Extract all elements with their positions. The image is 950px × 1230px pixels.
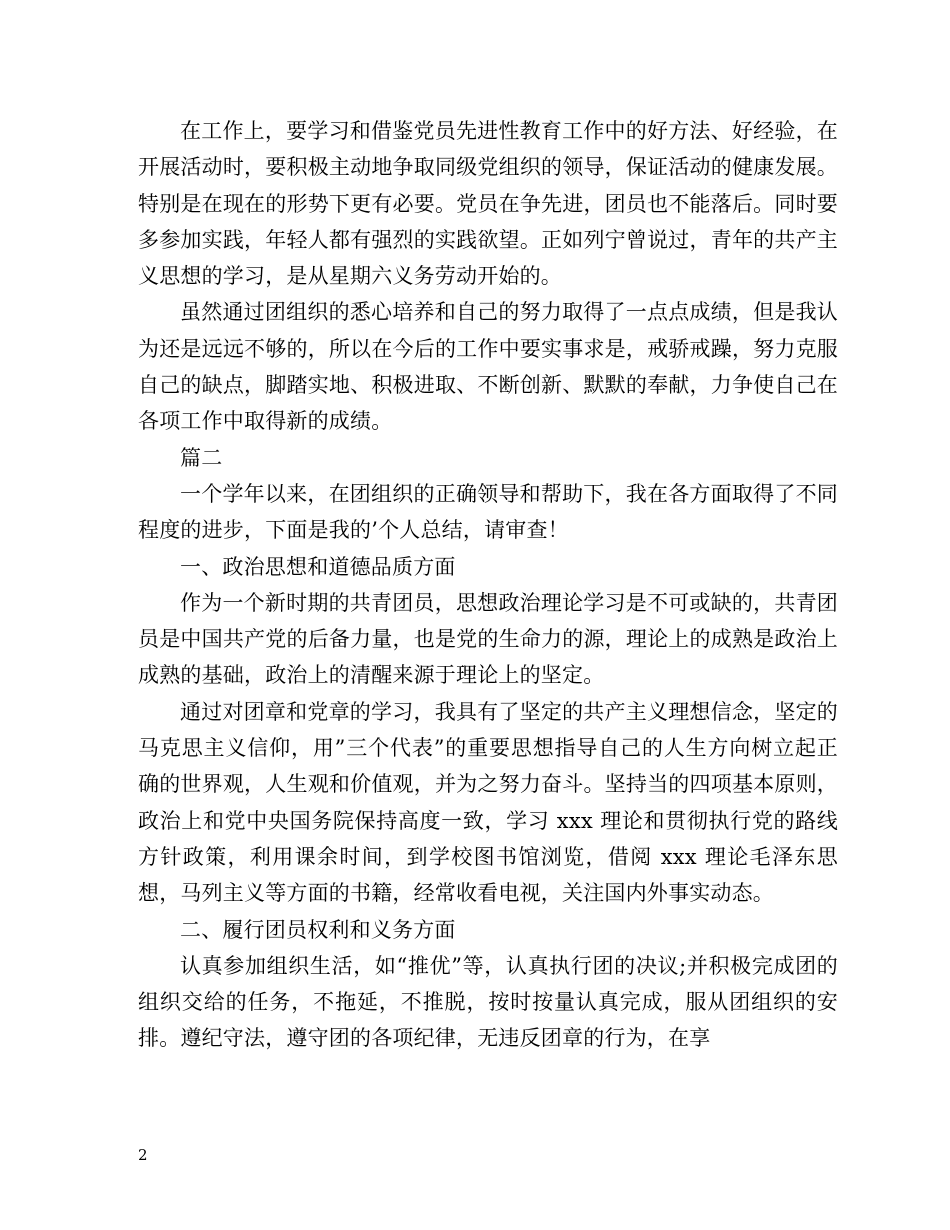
paragraph-party-charter-study: 通过对团章和党章的学习，我具有了坚定的共产主义理想信念，坚定的马克思主义信仰，用”三个代表”的重要思想指导自己的人生方向树立起正确的世界观，人生观和价值观，并为之努力奋斗。坚持当的四项基本原则，政治上和党中央国务院保持高度一致，学习 xxx 理论和贯彻执行党的路线方针政策，利用课余时间，到学校图书馆浏览，借阅 xxx 理论毛泽东思想，马列主义等方面的书籍，经常收看电视，关注国内外事实动态。: [138, 699, 838, 906]
paragraph-work-methods: 在工作上，要学习和借鉴党员先进性教育工作中的好方法、好经验，在开展活动时，要积极主动地争取同级党组织的领导，保证活动的健康发展。特别是在现在的形势下更有必要。党员在争先进，团员也不能落后。同时要多参加实践，年轻人都有强烈的实践欲望。正如列宁曾说过，青年的共产主义思想的学习，是从星期六义务劳动开始的。: [138, 119, 838, 289]
paragraph-organization-life: 认真参加组织生活，如“推优”等，认真执行团的决议;并积极完成团的组织交给的任务，不拖延，不推脱，按时按量认真完成，服从团组织的安排。遵纪守法，遵守团的各项纪律，无违反团章的行为，在享: [138, 953, 838, 1051]
paragraph-year-summary-intro: 一个学年以来，在团组织的正确领导和帮助下，我在各方面取得了不同程度的进步，下面是我的’个人总结，请审查！: [138, 481, 838, 543]
section-heading-part-two: 篇二: [180, 445, 223, 470]
paragraph-future-effort: 虽然通过团组织的悉心培养和自己的努力取得了一点点成绩，但是我认为还是远远不够的，所以在今后的工作中要实事求是，戒骄戒躁，努力克服自己的缺点，脚踏实地、积极进取、不断创新、默默的奉献，力争使自己在各项工作中取得新的成绩。: [138, 300, 838, 434]
heading-political-thought: 一、政治思想和道德品质方面: [180, 554, 456, 579]
paragraph-theory-study: 作为一个新时期的共青团员，思想政治理论学习是不可或缺的，共青团员是中国共产党的后备力量，也是党的生命力的源，理论上的成熟是政治上成熟的基础，政治上的清醒来源于理论上的坚定。: [138, 590, 838, 688]
heading-member-rights-duties: 二、履行团员权利和义务方面: [180, 917, 456, 942]
document-body: [138, 113, 838, 1057]
page-number: 2: [138, 1146, 148, 1164]
